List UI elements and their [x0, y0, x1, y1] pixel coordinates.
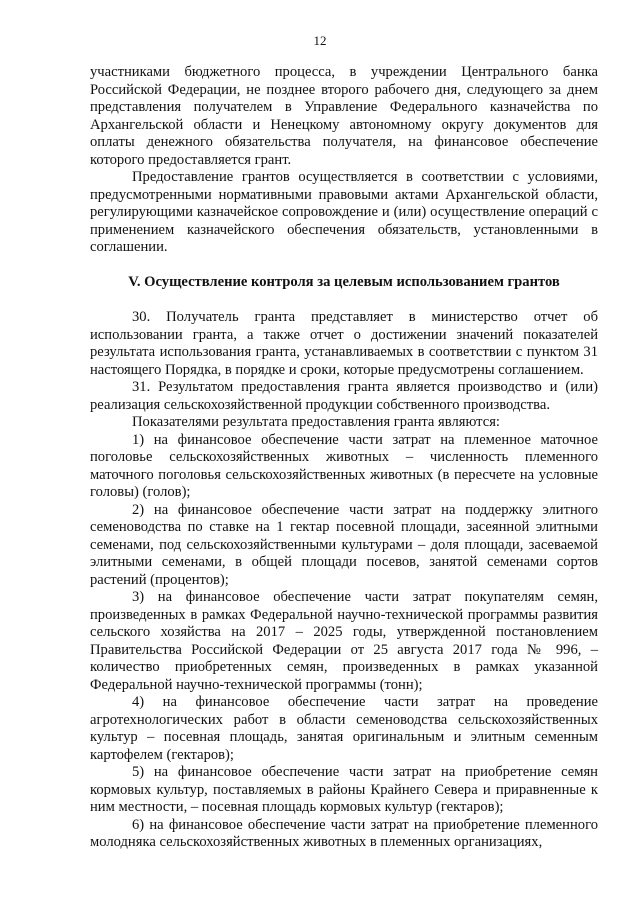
section-title: V. Осуществление контроля за целевым использованием грантов: [128, 274, 560, 290]
list-item: 2) на финансовое обеспечение части затрат на поддержку элитного семеноводства по ставке на 1 гектар посевной площади, засеянной элитными семенами, под сельскохозяйственными культурами – доля площади, засеваемой элитными семенами, в общей площади посевов, занятой семенами сортов растений (процентов);: [90, 501, 598, 588]
spacer: [90, 292, 598, 310]
list-item: 4) на финансовое обеспечение части затрат на проведение агротехнологических работ в области семеноводства сельскохозяйственных культур – посевная площадь, занятая оригинальным и элитным семенным картофелем (гектаров);: [90, 694, 598, 763]
paragraph: 31. Результатом предоставления гранта является производство и (или) реализация сельскохозяйственной продукции собственного производства.: [90, 379, 598, 413]
page-number: 12: [313, 33, 327, 48]
spacer: [90, 257, 598, 275]
paragraph: Предоставление грантов осуществляется в соответствии с условиями, предусмотренными нормативными правовыми актами Архангельской области, регулирующими казначейское сопровождение и (или) осуществление операций с применением казначейского обеспечения обязательств, установленными в соглашении.: [90, 169, 598, 255]
list-item: 5) на финансовое обеспечение части затрат на приобретение семян кормовых культур, поставляемых в районы Крайнего Севера и приравненные к ним местности, – посевная площадь кормовых культур (гектаров);: [90, 764, 598, 815]
paragraph: Показателями результата предоставления гранта являются:: [132, 414, 500, 430]
list-item: 6) на финансовое обеспечение части затрат на приобретение племенного молодняка сельскохозяйственных животных в племенных организациях,: [90, 816, 598, 850]
paragraph: 30. Получатель гранта представляет в министерство отчет об использовании гранта, а также отчет о достижении значений показателей результата использования гранта, устанавливаемых в соответствии с пунктом 31 настоящего Порядка, в порядке и сроки, которые предусмотрены соглашением.: [90, 309, 598, 378]
list-item: 1) на финансовое обеспечение части затрат на племенное маточное поголовье сельскохозяйственных животных – численность племенного маточного поголовья сельскохозяйственных животных (в пересчете на условные головы) (голов);: [90, 431, 598, 500]
document-body: [90, 64, 598, 852]
paragraph: участниками бюджетного процесса, в учреждении Центрального банка Российской Федерации, не позднее второго рабочего дня, следующего за днем представления получателем в Управление Федерального казначейства по Архангельской области и Ненецкому автономному округу документов для оплаты денежного обязательства получателя, на финансовое обеспечение которого предоставляется грант.: [90, 64, 598, 168]
list-item: 3) на финансовое обеспечение части затрат покупателям семян, произведенных в рамках Федеральной научно-технической программы развития сельского хозяйства на 2017 – 2025 годы, утвержденной постановлением Правительства Российской Федерации от 25 августа 2017 года № 996, – количество приобретенных семян, произведенных в рамках указанной Федеральной научно-технической программы (тонн);: [90, 589, 598, 693]
